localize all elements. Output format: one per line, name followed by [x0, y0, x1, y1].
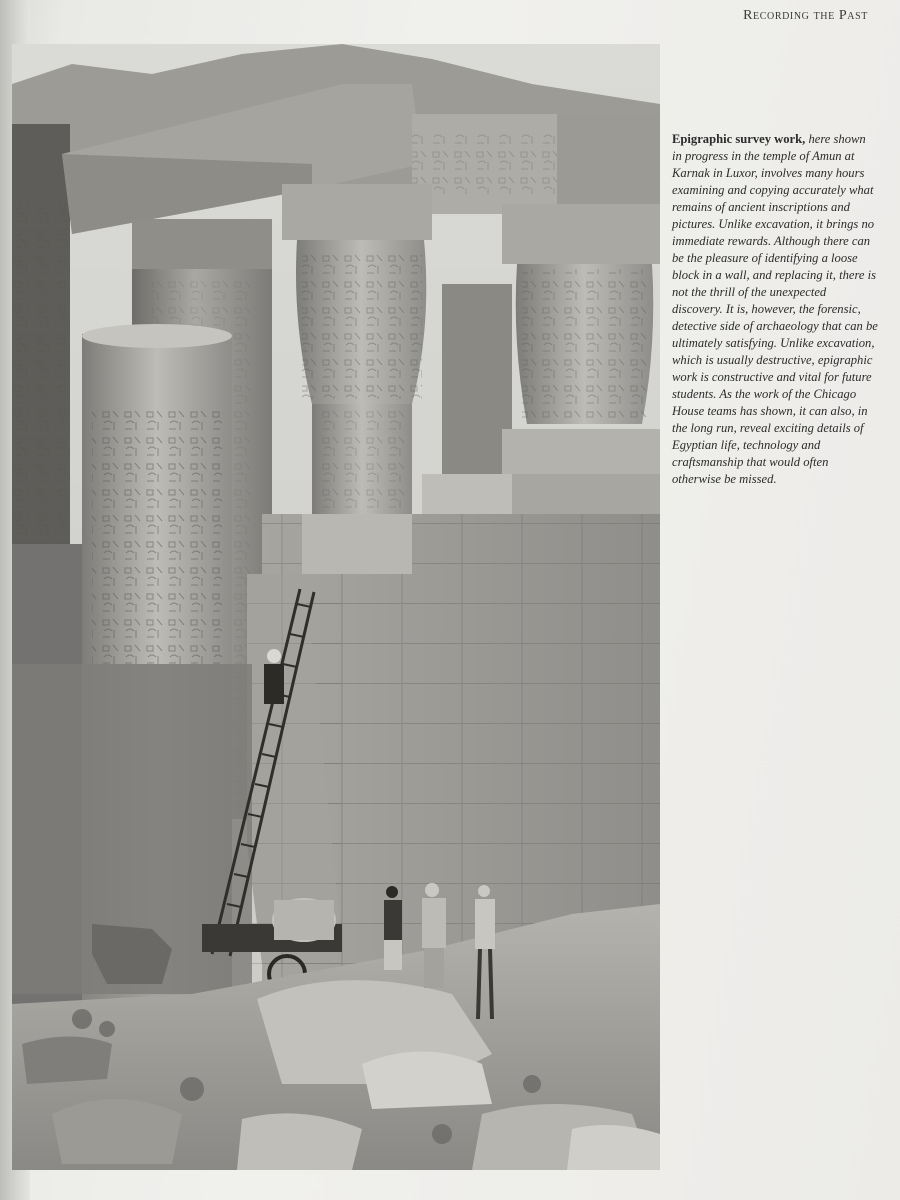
- running-head: Recording the Past: [743, 8, 868, 23]
- photo-caption: [672, 131, 878, 488]
- temple-photograph: [12, 44, 660, 1170]
- caption-lead: Epigraphic survey work,: [672, 132, 806, 146]
- photo-illustration: [12, 44, 660, 1170]
- caption-body: here shown in progress in the temple of Amun at Karnak in Luxor, involves many hours examining and copying accurately what remains of ancient inscriptions and pictures. Unlike excavation, it brings no immediate rewards. Although there can be the pleasure of identifying a loose block in a wall, and replacing it, there is not the thrill of the unexpected discovery. It is, however, the forensic, detective side of archaeology that can be ultimately satisfying. Unlike excavation, which is usually destructive, epigraphic work is constructive and vital for future students. As the work of the Chicago House teams has shown, it can also, in the long run, reveal exciting details of Egyptian life, technology and craftsmanship that would often otherwise be missed.: [672, 132, 878, 486]
